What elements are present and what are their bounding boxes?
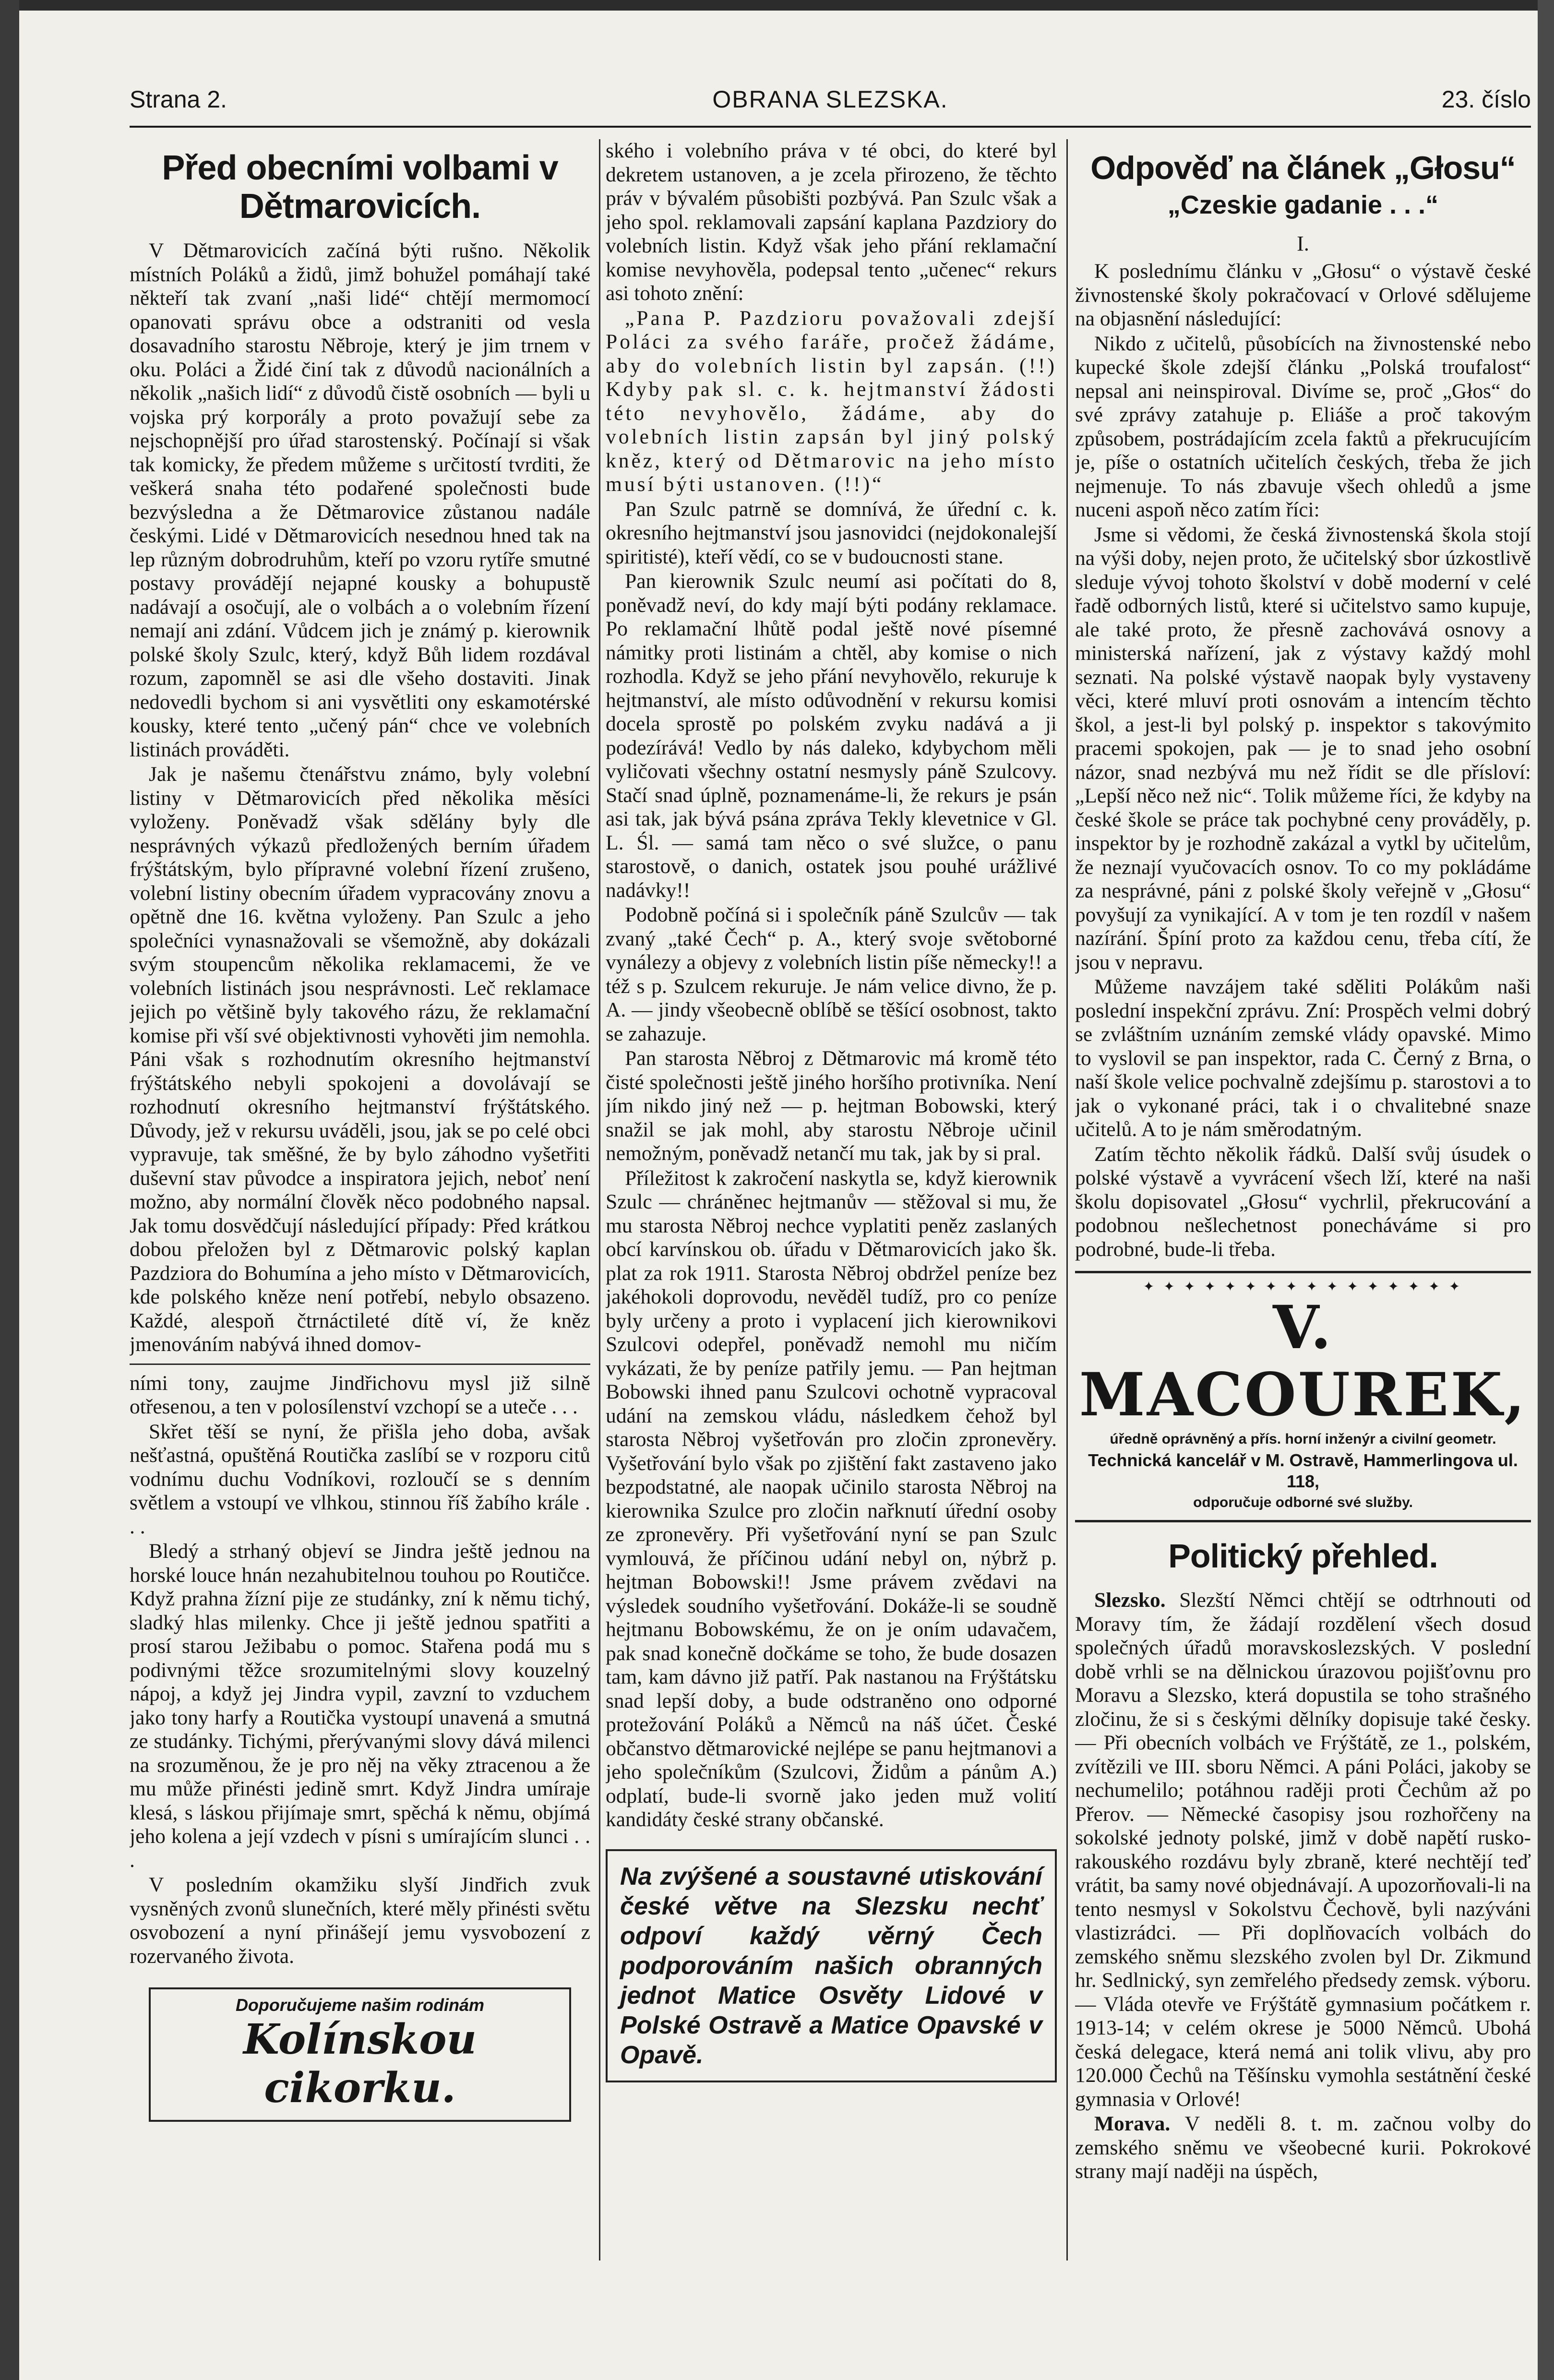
article-paragraph: Pan starosta Něbroj z Dětmarovic má kromě této čisté společnosti ještě jiného horšího protivníka. Není jím nikdo jiný než — p. hejtman Bobowski, který snažil se jak mohl, aby starostu Něbroje učinil nemožným, poněvadž netančí mu tak, jak by si pral.	[606, 1047, 1057, 1165]
story-paragraph: ními tony, zaujme Jindřichovu mysl již silně otřesenou, a ten v polosílenství vzchopí se a uteče . . .	[130, 1371, 590, 1418]
article-headline: Před obecními volbami v Dětmarovicích.	[162, 149, 558, 226]
news-lead: Morava.	[1094, 2112, 1171, 2135]
story-paragraph: Bledý a strhaný objeví se Jindra ještě jednou na horské louce hnán nezahubitelnou touhou po Routičce. Když prahna žízní pije ze studánky, zní k němu tichý, sladký hlas milenky. Chce ji ještě jednou spatřiti a prosí starou Ježibabu o pomoc. Stařena podá mu s podivnými těžce srozumitelnými slovy kouzelný nápoj, a když jej Jindra vypil, zavzní to vzduchem jako tony harfy a Routička vystoupí unavená a smutná ze studánky. Tichými, přerývanými slovy dává milenci na srozuměnou, že je pro něj na věky ztracenou a že mu může přinésti jedině smrt. Když Jindra umíraje klesá, s láskou přijímaje smrt, spěchá k němu, objímá jeho kolena a její vzdech v písni s umírajícím slunci . . .	[130, 1540, 590, 1872]
news-paragraph	[1075, 2112, 1531, 2184]
story-paragraph: V posledním okamžiku slyší Jindřich zvuk vysněných zvonů slunečních, které měly přinésti světu osvobození a nyní přinášejí jemu vysvobození z rozervaného života.	[130, 1873, 590, 1968]
article-paragraph: Podobně počíná si i společník páně Szulcův — tak zvaný „také Čech“ p. A., který svoje světoborné vynálezy a objevy z volebních listin píše německy!! a též s p. Szulcem rekuruje. Je nám velice divno, že p. A. — jindy všeobecně oblíbě se těšící osobnost, takto se zahazuje.	[606, 903, 1057, 1045]
ad-line-1: úředně oprávněný a přís. horní inženýr a civilní geometr.	[1110, 1431, 1496, 1447]
article-paragraph: K poslednímu článku v „Głosu“ o výstavě české živnostenské školy pokračovací v Orlové sdělujeme na objasnění následující:	[1075, 260, 1531, 330]
ad-line-1: Doporučujeme našim rodinám	[235, 1995, 485, 2015]
macourek-advertisement	[1075, 1271, 1531, 1522]
appeal-box: Na zvýšené a soustavné utiskování české větve na Slezsku nechť odpoví každý věrný Čech podporováním našich obranných jednot Matice Osvěty Lidové v Polské Ostravě a Matice Opavské v Opavě.	[606, 1849, 1057, 2082]
issue-number: 23. číslo	[1441, 86, 1531, 113]
column-1	[130, 139, 590, 2260]
article-paragraph: Zatím těchto několik řádků. Další svůj úsudek o polské výstavě a vyvrácení všech lží, které na naši školu dopisovatel „Głosu“ vychrlil, překrucování a podobnou nešlechetnost ponecháváme si pro podrobné, bude-li třeba.	[1075, 1142, 1531, 1261]
scan-border-right	[1538, 0, 1554, 2380]
column-divider	[1066, 139, 1068, 2260]
column-rule	[130, 1363, 590, 1365]
page-number: Strana 2.	[130, 86, 227, 113]
chicory-advertisement	[149, 1987, 571, 2122]
section-headline: Politický přehled.	[1168, 1537, 1438, 1575]
ad-ornament: ✦ ✦ ✦ ✦ ✦ ✦ ✦ ✦ ✦ ✦ ✦ ✦ ✦ ✦ ✦ ✦	[1143, 1280, 1463, 1294]
news-paragraph	[1075, 1589, 1531, 2111]
ad-name: V. MACOUREK,	[1079, 1293, 1527, 1430]
article-paragraph: Nikdo z učitelů, působících na živnostenské nebo kupecké škole zdejší článku „Polská troufalost“ nepsal ani neinspiroval. Divíme se, proč „Głos“ do své zprávy zatahuje p. Eliáše a proč takovým způsobem, postrádajícím zcela faktů a překrucujícím je, píše o ostatních učitelích českých, třeba že jich nejmenuje. To nás zbavuje všech ohledů a jsme nuceni aspoň něco zatím říci:	[1075, 332, 1531, 521]
article-headline: Odpověď na článek „Głosu“	[1090, 150, 1516, 186]
ad-line-3: odporučuje odborné své služby.	[1193, 1495, 1413, 1510]
article-paragraph: ského i volebního práva v té obci, do které byl dekretem ustanoven, a je zcela přirozeno, že těchto práv v bývalém působišti pozbývá. Pan Szulc však a jeho spol. reklamovali zapsání kaplana Pazdziory do volebních listin. Když však jeho přání reklamační komise nevyhověla, podepsal tento „učenec“ rekurs asi tohoto znění:	[606, 139, 1057, 305]
header-rule	[130, 126, 1531, 128]
article-paragraph: Pan kierownik Szulc neumí asi počítati do 8, poněvadž neví, do kdy mají býti podány reklamace. Po reklamační lhůtě podal ještě nové písemné námitky proti listinám a chtěl, aby komise o nich rozhodla. Když se jeho přání nevyhovělo, rekuruje k hejtmanství, ale místo odůvodnění v rekursu komisi docela sprostě po polském zvyku nadává a ji podezírává! Vedlo by nás daleko, kdybychom měli vyličovati všechny ostatní nesmysly páně Szulcovy. Stačí snad úplně, poznamenáme-li, že rekurs je psán asi tak, jak bývá psána zpráva Tekly klevetnice v Gl. L. Śl. — samá tam něco o své služce, o panu starostově, o danich, ostatek jsou pouhé urážlivé nadávky!!	[606, 570, 1057, 902]
news-lead: Slezsko.	[1094, 1589, 1166, 1612]
scan-border-top	[0, 0, 1554, 11]
article-paragraph: Pan Szulc patrně se domnívá, že úřední c. k. okresního hejtmanství jsou jasnovidci (nejdokonalejší spiritisté), kteří vědí, co se v budoucnosti stane.	[606, 497, 1057, 568]
article-subhead: „Czeskie gadanie . . .“	[1167, 191, 1439, 219]
article-paragraph: Jsme si vědomi, že česká živnostenská škola stojí na výši doby, nejen proto, že učitelský sbor úzkostlivě sleduje vývoj tohoto školství v době moderní v celé řadě odborných listů, které si učitelstvo samo kupuje, ale také proto, že přesně zachovává osnovy a ministerská nařízení, jak z výstavy každý mohl seznati. Na polské výstavě naopak byly vystaveny věci, které mluví proti osnovám a intencím těchto škol, a jest-li byl polský p. inspektor s takovýmito pracemi spokojen, pak — je to snad jeho osobní názor, snad nezbývá mu než řídit se dle přísloví: „Lepší něco než nic“. Tolik můžeme říci, že kdyby na české škole se práce tak pochybné ceny prováděly, p. inspektor by je rozhodně zakázal a vytkl by učitelům, že neznají vyučovacích osnov. To co my pokládáme za nesprávné, páni z polské školy veřejně v „Głosu“ povyšují za vynikající. A v tom je ten rozdíl v našem nazírání. Špíní proto za každou cenu, třeba cítí, že jsou v nepravu.	[1075, 523, 1531, 974]
story-paragraph: Skřet těší se nyní, že přišla jeho doba, avšak nešťastná, opuštěná Routička zaslíbí se v rozporu citů vodnímu duchu Vodníkovi, rozloučí se s denním světlem a vstoupí ve vlhkou, stinnou říš žabího krále . . .	[130, 1420, 590, 1538]
column-2	[606, 139, 1057, 2260]
article-paragraph: Můžeme navzájem také sděliti Polákům naši poslední inspekční zprávu. Zní: Prospěch velmi dobrý se zvláštním uznáním zemské vlády opavské. Mimo to vyslovil se pan inspektor, rada C. Černý z Brna, o naší škole velice pochvalně zdejšímu p. starostovi a to jak o vykonané práci, tak i o chvalitebné snaze učitelů. A to je nám směrodatným.	[1075, 975, 1531, 1141]
masthead-title: OBRANA SLEZSKA.	[712, 86, 948, 113]
scan-border-left	[0, 0, 19, 2380]
article-paragraph: Jak je našemu čtenářstvu známo, byly volební listiny v Dětmarovicích před několika měsíci vyloženy. Poněvadž však sdělány byly dle nesprávných výkazů předložených berním úřadem frýštátským, bylo přípravné volební řízení zrušeno, volební listiny obecním úřadem vypracovány znovu a opětně dne 16. května vyloženy. Pan Szulc a jeho společníci vynasnažovali se všemožně, aby dokázali svým stoupencům několika reklamacemi, že ve volebních listinách jsou nesprávnosti. Leč reklamace jejich po většině byly takového rázu, že reklamační komise při vší své objektivnosti vyhověti jim nemohla. Páni však s rozhodnutím okresního hejtmanství frýštátského nebyli spokojeni a dovolávají se rozhodnutí okresního hejtmanství frýštátského. Důvody, jež v rekursu uváděli, jsou, jak se po celé obci vypravuje, tak směšné, že by bylo záhodno vyšetřiti duševní stav původce a inspiratora jejich, neboť není možno, aby normální člověk něco podobného napsal. Jak tomu dosvědčují následující případy: Před krátkou dobou přeložen byl z Dětmarovic polský kaplan Pazdziora do Bohumína a jeho místo v Dětmarovicích, kde polského kněze není potřebí, nebylo obsazeno. Každé, alespoň čtrnáctileté dítě ví, že kněz jmenováním nabývá ihned domov-	[130, 763, 590, 1356]
news-text: Slezští Němci chtějí se odtrhnouti od Moravy tím, že žádají rozdělení všech dosud společných úřadů moravskoslezských. V poslední době vrhli se na dělnickou úrazovou pojišťovnu pro Moravu a Slezsko, která dopustila se toho strašného zločinu, že si s českými dělníky dopisuje také česky. — Při obecních volbách ve Frýštátě, ze 1., polském, zvítězili ve III. sboru Němci. A páni Poláci, jakoby se nechumelilo; potáhnou raději proti Čechům až po Přerov. — Německé časopisy jsou rozhořčeny na sokolské jednoty polské, jimž v době napětí rusko-rakouského rozdávu byly zbraně, které nechtějí teď vrátit, ba samy nové objednávají. A upozorňovali-li na tento nesmysl v Sokolstvu Čechově, byli nazýváni vlastizrádci. — Při doplňovacích volbách do zemského sněmu slezského zvolen byl Dr. Zikmund hr. Sedlnický, syn zemřelého předsedy zemsk. výboru. — Vláda otevře ve Frýštátě gymnasium počátkem r. 1913-14; v celém okrese je 5000 Němců. Ubohá česká delegace, která nemá ani tolik vlivu, aby pro 120.000 Čechů na Těšínsku vymohla sestátnění české gymnasia v Orlové!	[1075, 1589, 1531, 2111]
ad-line-2: Technická kancelář v M. Ostravě, Hammerlingova ul. 118,	[1088, 1450, 1518, 1491]
column-3	[1075, 139, 1531, 2260]
page-header	[130, 85, 1531, 124]
article-paragraph: V Dětmarovicích začíná býti rušno. Několik místních Poláků a židů, jimž bohužel pomáhají také někteří tak zvaní „naši lidé“ chtějí mermomocí opanovati správu obce a odstraniti od vesla dosavadního starostu Něbroje, který je jim trnem v oku. Poláci a Židé činí tak z důvodů nacionálních a několik „našich lidí“ z důvodů čistě osobních — byli u vojska prý korporály a proto považují sebe za nejschopnější pro úřad starostenský. Počínají si však tak komicky, že předem můžeme s určitostí tvrditi, že veškerá snaha této podařené společnosti bude bezvýsledna a že Dětmarovice zůstanou nadále českými. Lidé v Dětmarovicích nesednou hned tak na lep různým dobrodruhům, kteří po vzoru rytíře smutné postavy provádějí nejapné kousky a bohupustě nadávají a osočují, ale o volbách a o volebním řízení nemají ani zdání. Vůdcem jich je známý p. kierownik polské školy Szulc, který, když Bůh lidem rozdával rozum, zapomněl se asi dle všeho dostaviti. Jinak nedovedli bychom si ani vysvětliti ony eskamotérské kousky, které tento „učený pán“ chce ve volebních listinách prováděti.	[130, 239, 590, 761]
article-paragraph: Příležitost k zakročení naskytla se, když kierownik Szulc — chráněnec hejtmanův — stěžoval si mu, že mu starosta Něbroj nechce vyplatiti peněz zaslaných obcí karvínskou ob. úřadu v Dětmarovicích jako šk. plat za rok 1911. Starosta Něbroj obdržel peníze bez jakéhokoli doprovodu, nevěděl tudíž, pro co peníze byly určeny a proto i vyplacení jich kierownikovi Szulcovi odepřel, poněvadž nemohl mu ničím vykázati, že by peníze patřily jemu. — Pan hejtman Bobowski ihned panu Szulcovi ochotně vypracoval udání na zemskou vládu, následkem čehož byl starosta Něbroj vyšetřován pro zločin zpronevěry. Vyšetřování bylo však po zjištění fakt zastaveno jako bezpodstatné, ale naopak učinilo starosta Něbroj na kierownika Szulce pro zločin nařknutí úřední osoby ze zpronevěry. Při vyšetřování nyní se pan Szulc vymlouvá, že příčinou udání nebyl on, nýbrž p. hejtman Bobowski!! Jsme právem zvědavi na výsledek soudního vyšetřování. Dokáže-li se soudně hejtmanu Bobowskému, že on je oním udavačem, pak snad konečně dočkáme se toho, že bude dosazen tam, kam dávno již patří. Pak nastanou na Frýštátsku snad lepší doby, a bude odstraněno ono odporné protežování Poláků a Němců na náš účet. České občanstvo dětmarovické nejlépe se panu hejtmanovi a jeho společníkům (Szulcovi, Židům a pánům A.) odplatí, bude-li svorně jako jeden muž volití kandidáty české strany občanské.	[606, 1166, 1057, 1831]
section-number: I.	[1297, 232, 1309, 255]
news-text: V neděli 8. t. m. začnou volby do zemského sněmu ve všeobecné kurii. Pokrokové strany mají naději na úspěch,	[1075, 2112, 1531, 2183]
column-divider	[599, 139, 600, 2260]
quoted-petition: „Pana P. Pazdzioru považovali zdejší Poláci za svého faráře, pročež žádáme, aby do volebních listin byl zapsán. (!!) Kdyby pak sl. c. k. hejtmanství žádosti této nevyhovělo, žádáme, aby do volebních listin zapsán byl jiný polský kněz, který od Dětmarovic na jeho místo musí býti ustanoven. (!!)“	[606, 306, 1057, 496]
ad-line-2: Kolínskou cikorku.	[243, 2015, 477, 2112]
